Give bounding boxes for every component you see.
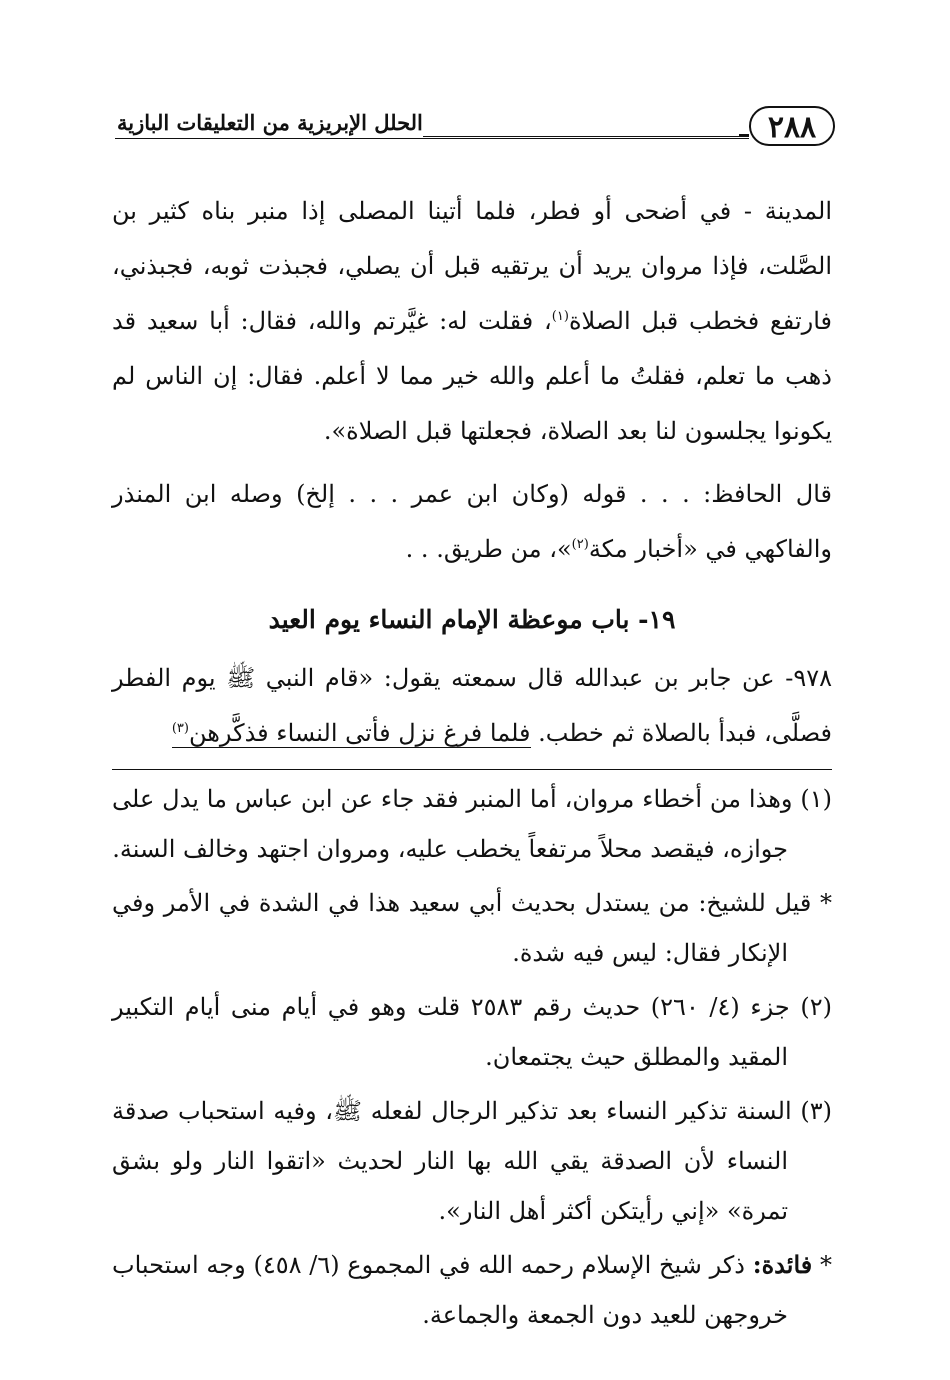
running-header <box>115 100 835 160</box>
footnote-marker: (٢) <box>800 993 833 1021</box>
footnote-text: ذكر شيخ الإسلام رحمه الله في المجموع (٦/ ٤٥٨) وجه استحباب خروجهن للعيد دون الجمعة والجماعة. <box>112 1251 788 1329</box>
main-text <box>112 184 832 1340</box>
hadith-underlined-text <box>172 719 531 748</box>
book-title: الحلل الإبريزية من التعليقات البازية <box>115 108 423 138</box>
footnote-marker: (١) <box>800 785 832 813</box>
footnote-3 <box>112 1086 832 1236</box>
paragraph-2 <box>112 467 832 577</box>
paragraph-2-rest: »، من طريق. . . <box>405 535 572 563</box>
footnote-text: قيل للشيخ: من يستدل بحديث أبي سعيد هذا في الشدة في الأمر وفي الإنكار فقال: ليس فيه شدة. <box>112 889 812 967</box>
footnote-label: فائدة: <box>752 1250 813 1279</box>
footnote-marker: * <box>819 889 832 917</box>
hadith-text-2: فلما فرغ نزل فأتى النساء فذكَّرهن <box>188 719 531 747</box>
footnote-ref-3: (٣) <box>171 721 189 736</box>
hadith-text: ٩٧٨- عن جابر بن عبدالله قال سمعته يقول: «قام النبي ﷺ يوم الفطر فصلَّى، فبدأ بالصلاة ثم خطب. <box>112 664 832 747</box>
footnote-text: وهذا من أخطاء مروان، أما المنبر فقد جاء عن ابن عباس ما يدل على جوازه، فيقصد محلاً مرتفعاً يخطب عليه، ومروان اجتهد وخالف السنة. <box>112 785 793 863</box>
section-heading: ١٩- باب موعظة الإمام النساء يوم العيد <box>268 605 676 634</box>
footnote-comment-1 <box>112 878 832 978</box>
footnote-text: جزء (٤/ ٢٦٠) حديث رقم ٢٥٨٣ قلت وهو في أيام منى أيام التكبير المقيد والمطلق حيث يجتمعان. <box>112 993 790 1071</box>
paragraph-1-rest: ، فقلت له: غيَّرتم والله، فقال: أبا سعيد قد ذهب ما تعلم، فقلتُ ما أعلم والله خير مما لا أعلم. فقال: إن الناس لم يكونوا يجلسون لنا بعد الصلاة، فجعلتها قبل الصلاة». <box>112 307 832 445</box>
paragraph-2-text: قال الحافظ: . . . قوله (وكان ابن عمر . . . إلخ) وصله ابن المنذر والفاكهي في «أخبار مكة <box>112 480 832 563</box>
footnotes <box>112 774 832 1340</box>
footnote-marker: (٣) <box>800 1097 832 1125</box>
footnote-1 <box>112 774 832 874</box>
footnote-text: السنة تذكير النساء بعد تذكير الرجال لفعله ﷺ، وفيه استحباب صدقة النساء لأن الصدقة يقي الله بها النار لحديث «اتقوا النار ولو بشق تمرة» «إني رأيتكن أكثر أهل النار». <box>112 1097 792 1225</box>
footnote-ref-1: (١) <box>551 309 569 324</box>
footnote-2 <box>112 982 832 1082</box>
footnote-divider <box>112 769 832 770</box>
footnote-benefit <box>112 1240 832 1340</box>
footnote-ref-2: (٢) <box>571 537 589 552</box>
footnote-marker: * <box>819 1251 832 1279</box>
paragraph-1-text: المدينة - في أضحى أو فطر، فلما أتينا المصلى إذا منبر بناه كثير بن الصَّلت، فإذا مروان يريد أن يرتقيه قبل أن يصلي، فجبذت ثوبه، فجبذني، فارتفع فخطب قبل الصلاة <box>112 197 832 335</box>
hadith-paragraph <box>112 651 832 761</box>
page-number: ٢٨٨ <box>749 106 835 146</box>
paragraph-1 <box>112 184 832 459</box>
